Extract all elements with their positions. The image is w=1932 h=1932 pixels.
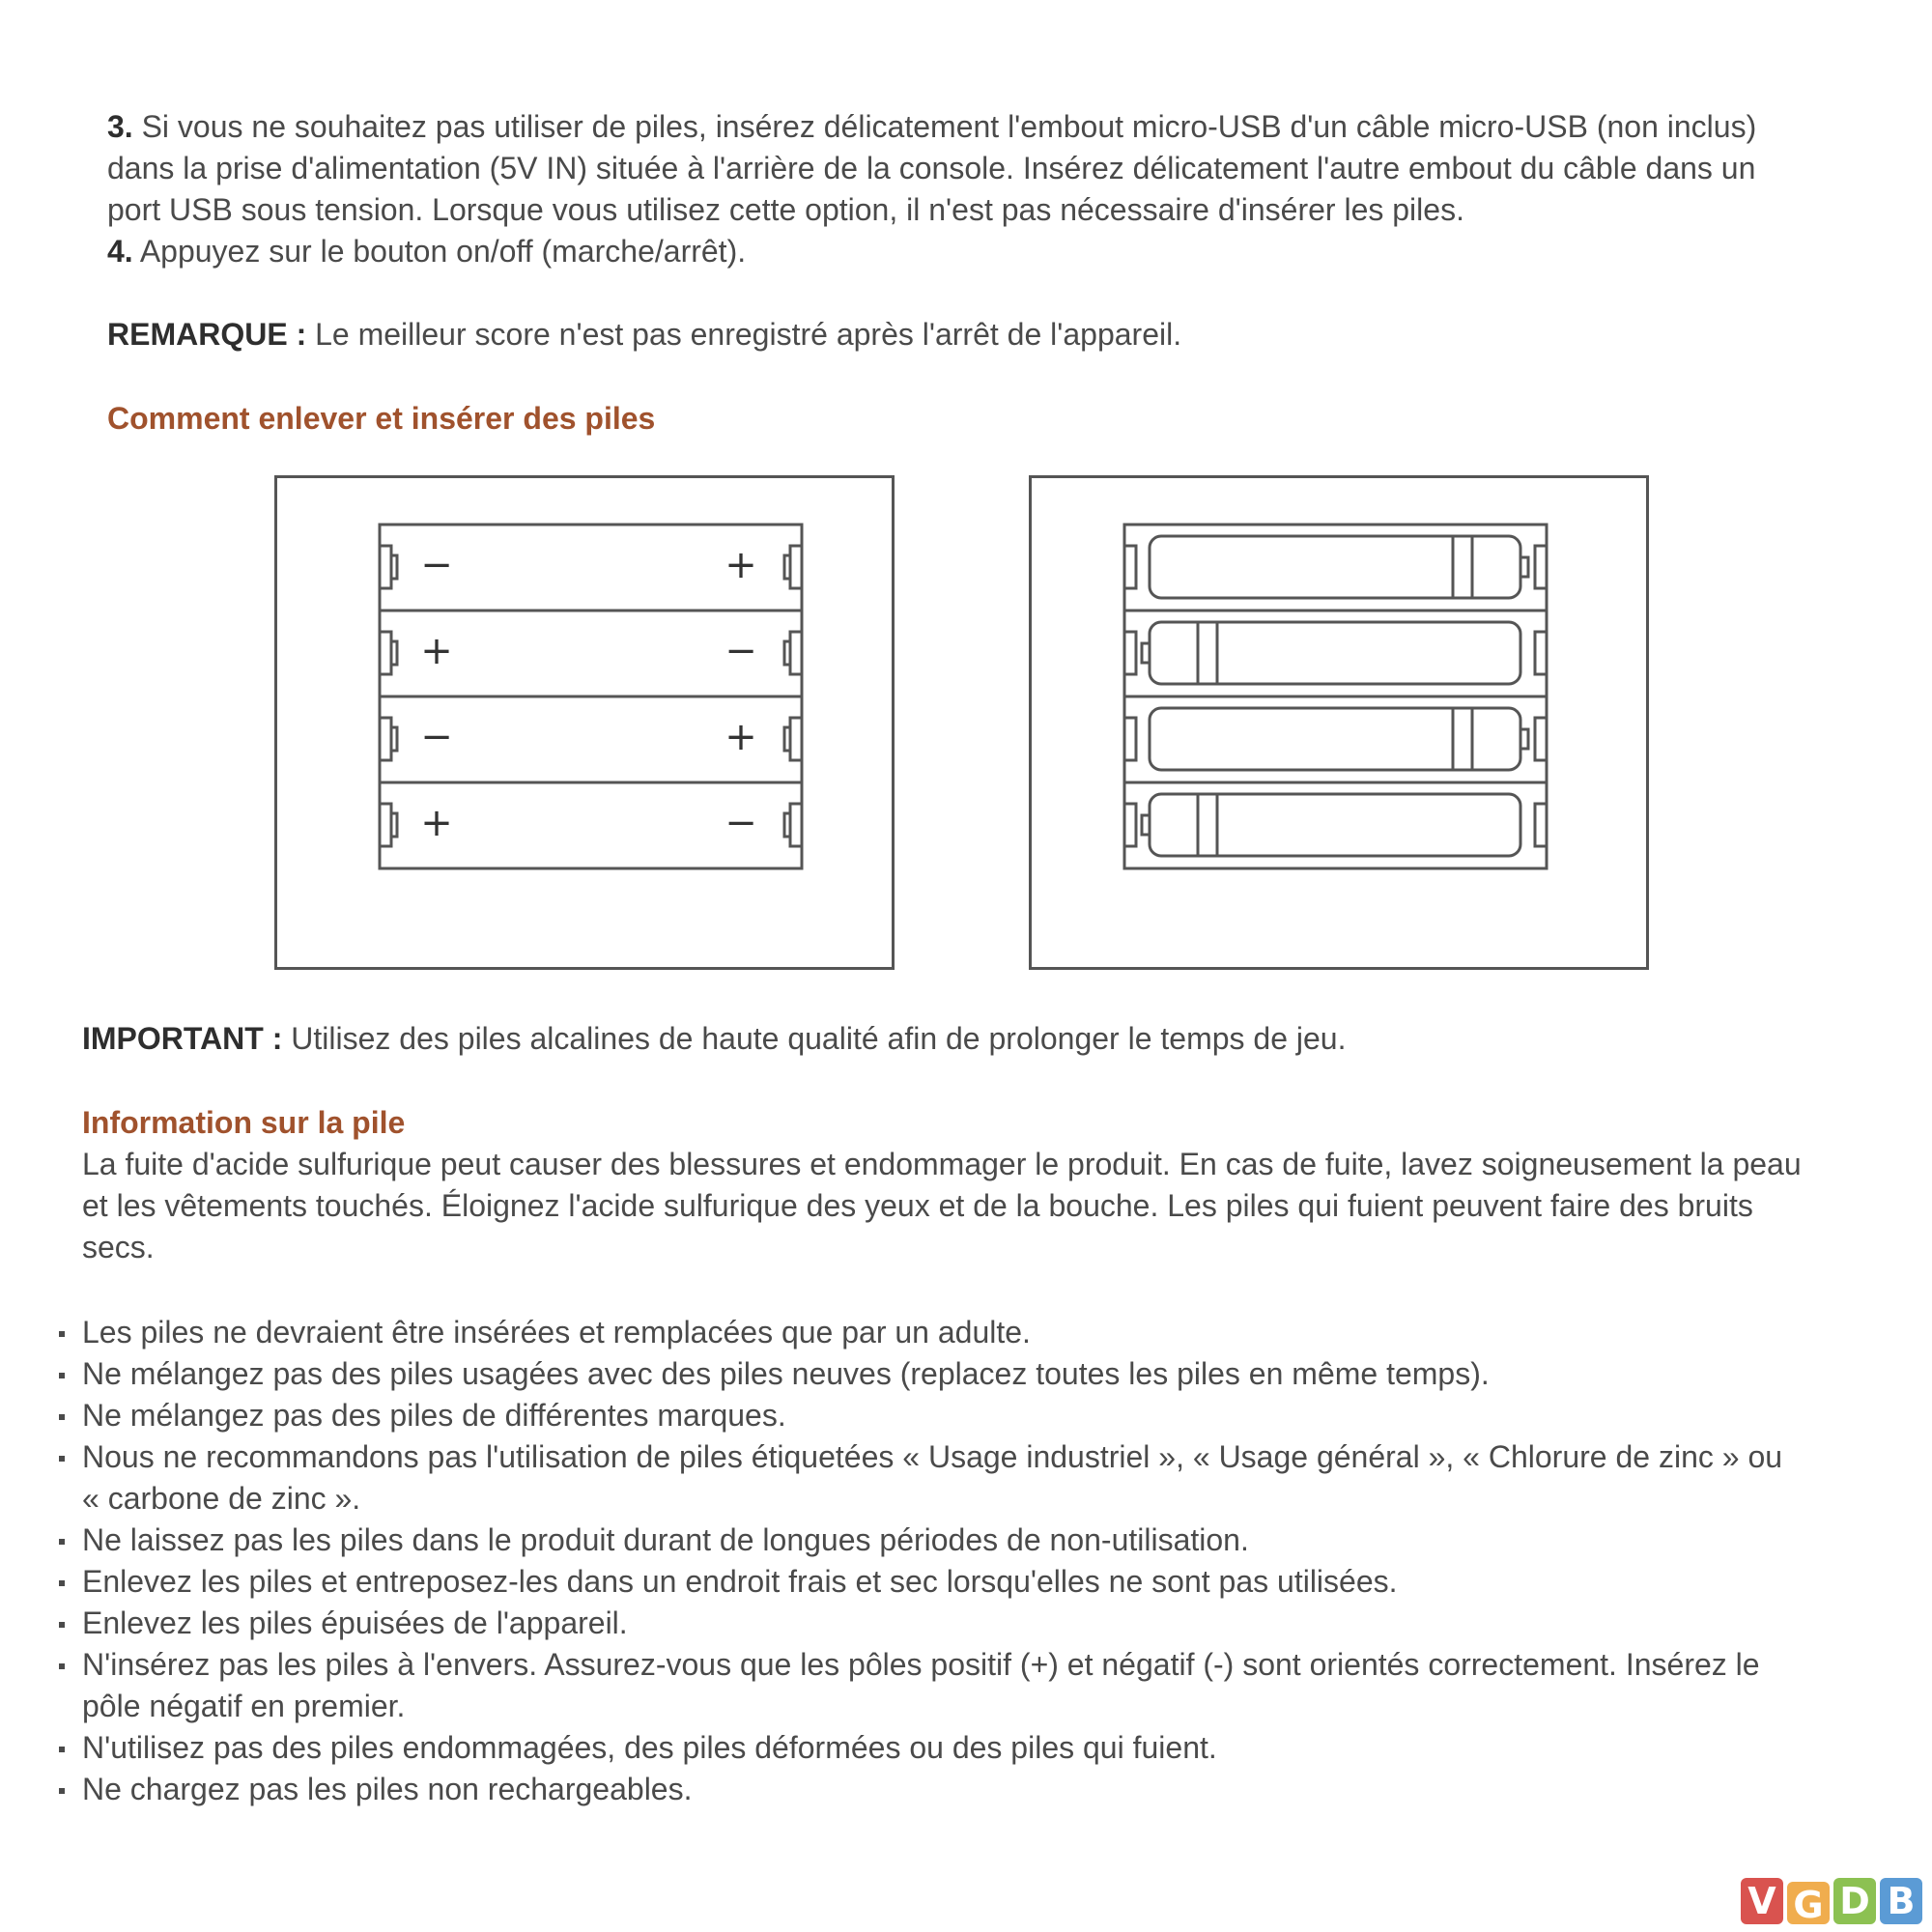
step-3 <box>107 106 1807 231</box>
battery-info-section <box>82 1102 1811 1268</box>
left-contact-tip <box>391 813 397 837</box>
left-contact <box>1124 718 1136 760</box>
instructions-steps <box>107 106 1807 272</box>
battery-safety-list <box>59 1312 1807 1810</box>
list-item: Ne mélangez pas des piles de différentes marques. <box>59 1395 1807 1436</box>
right-contact <box>1535 718 1547 760</box>
list-item: Enlevez les piles et entreposez-les dans un endroit frais et sec lorsqu'elles ne sont pas utilisées. <box>59 1561 1807 1603</box>
logo-tile: B <box>1880 1878 1922 1924</box>
logo-tile: G <box>1787 1882 1830 1924</box>
right-contact <box>1535 632 1547 674</box>
remarque-text: Le meilleur score n'est pas enregistré après l'arrêt de l'appareil. <box>306 317 1182 352</box>
compartment-drawing <box>277 478 897 973</box>
list-item: Les piles ne devraient être insérées et remplacées que par un adulte. <box>59 1312 1807 1353</box>
important-note <box>82 1018 1802 1060</box>
battery-terminal <box>1142 643 1150 663</box>
polarity-mark-right-2: − <box>724 629 757 673</box>
left-contact <box>380 804 391 846</box>
right-contact-tip <box>784 727 790 751</box>
right-contact <box>790 546 802 588</box>
battery-body <box>1150 622 1520 684</box>
right-contact-tip <box>784 813 790 837</box>
right-contact <box>1535 804 1547 846</box>
battery-section-heading: Comment enlever et insérer des piles <box>107 401 656 436</box>
logo-tile: V <box>1741 1878 1783 1924</box>
left-contact <box>1124 632 1136 674</box>
battery-compartment-diagram-batteries <box>1029 475 1649 970</box>
list-item: Ne mélangez pas des piles usagées avec des piles neuves (replacez toutes les piles en même temps). <box>59 1353 1807 1395</box>
list-item: Nous ne recommandons pas l'utilisation de piles étiquetées « Usage industriel », « Usage général », « Chlorure de zinc » ou « carbone de zinc ». <box>59 1436 1807 1520</box>
batteries-group <box>1124 536 1547 856</box>
step-3-number: 3. <box>107 109 133 144</box>
polarity-mark-right-4: − <box>724 801 757 845</box>
list-item: N'insérez pas les piles à l'envers. Assurez-vous que les pôles positif (+) et négatif (-) sont orientés correctement. Insérez le pôle négatif en premier. <box>59 1644 1807 1727</box>
battery-terminal <box>1520 557 1528 577</box>
battery-body <box>1150 794 1520 856</box>
right-contact <box>790 632 802 674</box>
battery-terminal <box>1142 815 1150 835</box>
polarity-mark-right-1: + <box>724 543 757 587</box>
right-contact <box>790 804 802 846</box>
left-contact <box>380 718 391 760</box>
left-contact <box>1124 804 1136 846</box>
logo-tile: D <box>1833 1878 1876 1924</box>
step-4 <box>107 231 1807 272</box>
step-3-text: Si vous ne souhaitez pas utiliser de piles, insérez délicatement l'embout micro-USB d'un câble micro-USB (non inclus) dans la prise d'alimentation (5V IN) située à l'arrière de la console. Insérez délicatement l'autre embout du câble dans un port USB sous tension. Lorsque vous utilisez cette option, il n'est pas nécessaire d'insérer les piles. <box>107 109 1757 227</box>
left-contact-tip <box>391 555 397 579</box>
step-4-text: Appuyez sur le bouton on/off (marche/arrêt). <box>132 234 747 269</box>
list-item: N'utilisez pas des piles endommagées, des piles déformées ou des piles qui fuient. <box>59 1727 1807 1769</box>
polarity-mark-left-4: + <box>420 801 453 845</box>
list-item: Ne chargez pas les piles non rechargeables. <box>59 1769 1807 1810</box>
battery-info-heading: Information sur la pile <box>82 1105 406 1140</box>
remarque-note <box>107 314 1807 355</box>
remarque-label: REMARQUE : <box>107 317 307 352</box>
polarity-mark-left-3: − <box>420 715 453 759</box>
step-4-number: 4. <box>107 234 133 269</box>
battery-terminal <box>1520 729 1528 749</box>
left-contact-tip <box>391 727 397 751</box>
battery-body <box>1150 708 1520 770</box>
left-contact-tip <box>391 641 397 665</box>
batteries-drawing <box>1032 478 1652 973</box>
right-contact-tip <box>784 641 790 665</box>
left-contact <box>1124 546 1136 588</box>
important-text: Utilisez des piles alcalines de haute qualité afin de prolonger le temps de jeu. <box>282 1021 1347 1056</box>
polarity-mark-left-2: + <box>420 629 453 673</box>
left-contact <box>380 632 391 674</box>
right-contact <box>1535 546 1547 588</box>
vgdb-watermark-logo <box>1737 1864 1922 1924</box>
list-item: Enlevez les piles épuisées de l'appareil. <box>59 1603 1807 1644</box>
polarity-mark-right-3: + <box>724 715 757 759</box>
battery-info-text: La fuite d'acide sulfurique peut causer des blessures et endommager le produit. En cas de fuite, lavez soigneusement la peau et les vêtements touchés. Éloignez l'acide sulfurique des yeux et de la bouche. Les piles qui fuient peuvent faire des bruits secs. <box>82 1147 1802 1264</box>
left-contact <box>380 546 391 588</box>
polarity-mark-left-1: − <box>420 543 453 587</box>
battery-compartment-diagram-polarity <box>274 475 895 970</box>
list-item: Ne laissez pas les piles dans le produit durant de longues périodes de non-utilisation. <box>59 1520 1807 1561</box>
right-contact-tip <box>784 555 790 579</box>
battery-body <box>1150 536 1520 598</box>
right-contact <box>790 718 802 760</box>
important-label: IMPORTANT : <box>82 1021 283 1056</box>
